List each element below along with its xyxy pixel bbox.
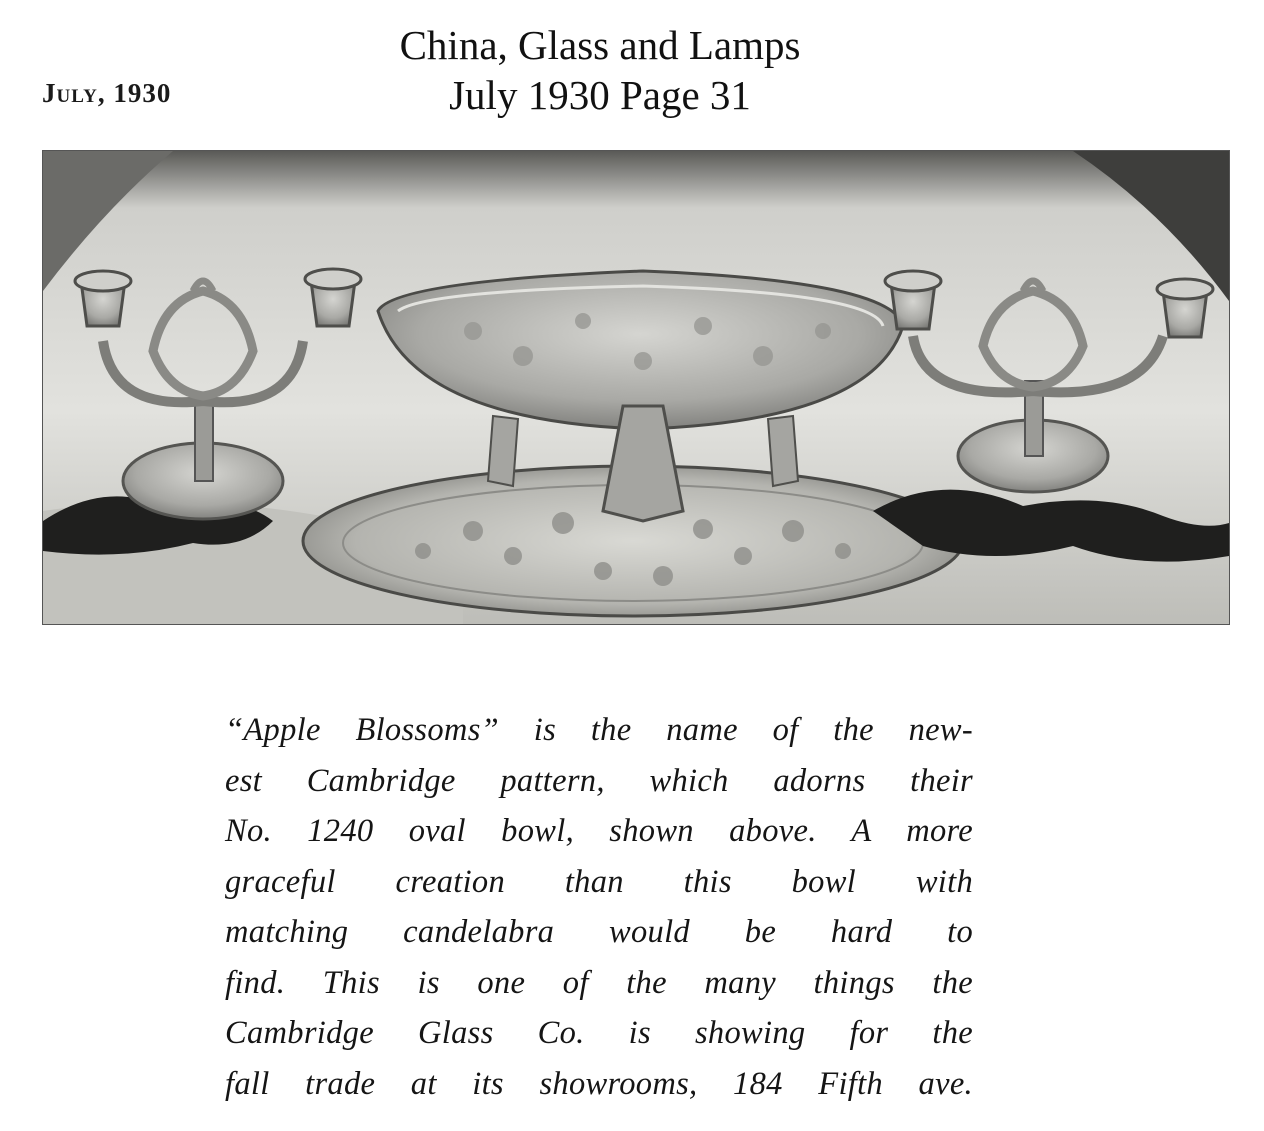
- caption-line-3: No. 1240 oval bowl, shown above. A more: [225, 813, 973, 849]
- caption-line-4: graceful creation than this bowl with: [225, 863, 973, 900]
- caption-line-6: find. This is one of the many things the: [225, 964, 973, 1001]
- product-photograph: [42, 150, 1230, 625]
- publication-title: China, Glass and Lamps: [399, 22, 801, 68]
- page-title: [340, 20, 860, 120]
- caption-line-8: fall trade at its showrooms, 184 Fifth ave.: [225, 1065, 973, 1102]
- caption-line-1: “Apple Blossoms” is the name of the new-: [225, 712, 973, 748]
- dateline: July, 1930: [42, 78, 172, 108]
- caption-line-2: est Cambridge pattern, which adorns their: [225, 762, 973, 799]
- caption-line-7: Cambridge Glass Co. is showing for the: [225, 1015, 973, 1051]
- caption-paragraph: [225, 705, 973, 1109]
- caption-line-5: matching candelabra would be hard to: [225, 914, 973, 950]
- issue-page-line: July 1930 Page 31: [449, 72, 751, 118]
